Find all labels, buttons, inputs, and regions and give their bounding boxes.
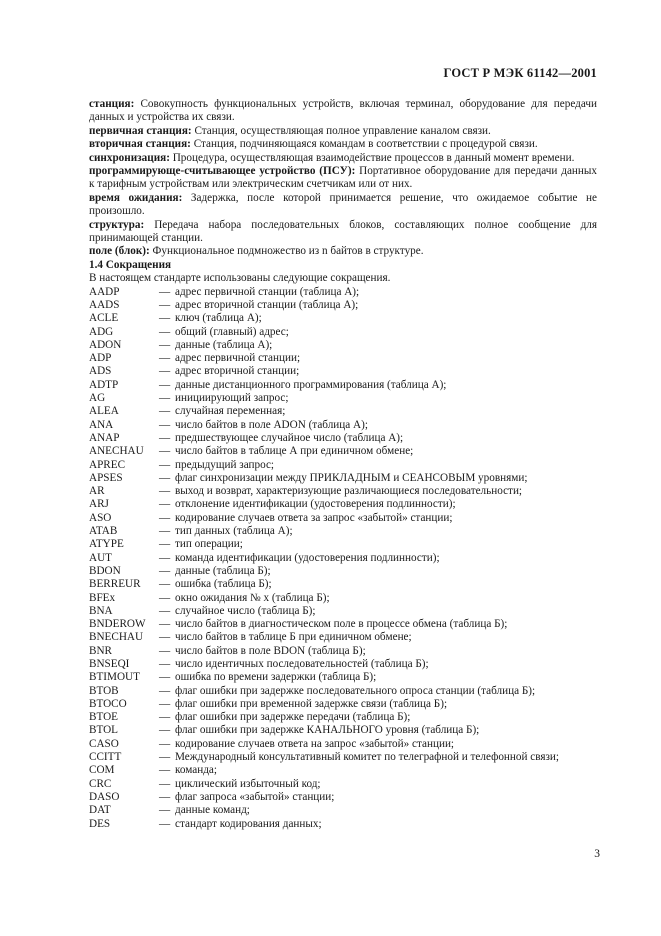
abbreviation-description: Международный консультативный комитет по телеграфной и телефонной связи; (175, 751, 560, 764)
abbreviation-code: ADG (89, 325, 114, 338)
abbreviation-code: BFEx (89, 591, 116, 604)
abbreviation-description: флаг ошибки при задержке последовательного опроса станции (таблица Б); (175, 684, 536, 697)
abbreviation-code: BTOCO (89, 697, 127, 710)
abbreviation-dash: — (159, 790, 171, 803)
abbreviation-code: APREC (89, 458, 126, 471)
abbreviation-dash: — (159, 658, 171, 670)
abbreviation-dash: — (159, 418, 171, 431)
abbreviation-code: ALEA (89, 405, 119, 418)
abbreviation-description: флаг ошибки при задержке передачи (таблица Б); (175, 711, 411, 724)
abbreviation-description: ошибка по времени задержки (таблица Б); (175, 671, 377, 684)
abbreviation-list (89, 286, 597, 831)
definition-item (89, 219, 597, 246)
abbreviation-description: выход и возврат, характеризующие различающиеся последовательности; (175, 485, 523, 498)
abbreviation-code: AR (89, 485, 105, 498)
abbreviation-row (89, 698, 597, 711)
abbreviation-row (89, 605, 597, 618)
abbreviation-description: число байтов в таблице Б при единичном обмене; (175, 631, 412, 644)
definition-text: Совокупность функциональных устройств, включая терминал, оборудование для передачи данных и устройства их связи. (89, 98, 597, 124)
abbreviation-description: кодирование случаев ответа за запрос «забытой» станции; (175, 511, 453, 524)
abbreviation-code: COM (89, 764, 115, 777)
definition-term: вторичная станция: (89, 138, 191, 151)
abbreviation-row (89, 445, 597, 458)
abbreviation-dash: — (159, 631, 171, 644)
abbreviation-description: число идентичных последовательностей (таблица Б); (175, 658, 429, 670)
abbreviation-code: ANA (89, 418, 114, 431)
abbreviation-row (89, 512, 597, 525)
abbreviation-code: AUT (89, 551, 112, 564)
abbreviation-row (89, 631, 597, 644)
abbreviation-dash: — (159, 644, 171, 657)
abbreviation-description: тип операции; (175, 538, 243, 551)
definition-item (89, 165, 597, 192)
abbreviation-code: ADON (89, 338, 122, 351)
abbreviation-description: флаг синхронизации между ПРИКЛАДНЫМ и СЕАНСОВЫМ уровнями; (175, 471, 528, 484)
abbreviation-row (89, 552, 597, 565)
definition-item (89, 192, 597, 219)
definition-text: Станция, подчиняющаяся командам в соответствии с процедурой связи. (190, 138, 538, 151)
definition-item (89, 125, 597, 138)
definition-text: Задержка, после которой принимается решение, что ожидаемое событие не произошло. (89, 191, 597, 218)
abbreviation-dash: — (159, 671, 171, 684)
abbreviation-dash: — (159, 817, 171, 830)
abbreviation-dash: — (159, 485, 171, 498)
abbreviation-code: BTOB (89, 684, 119, 697)
abbreviation-code: BTOL (89, 724, 119, 737)
abbreviation-dash: — (159, 737, 171, 750)
abbreviation-dash: — (159, 365, 171, 378)
abbreviation-description: стандарт кодирования данных; (175, 817, 322, 830)
abbreviation-row (89, 645, 597, 658)
definition-text: Процедура, осуществляющая взаимодействие процессов в данный момент времени. (169, 151, 575, 164)
page-content (89, 98, 597, 831)
definition-text: Передача набора последовательных блоков, составляющих полное сообщение для принимающей станции. (89, 218, 597, 245)
abbreviation-row (89, 485, 597, 498)
abbreviation-code: BTOE (89, 711, 119, 724)
abbreviation-description: случайная переменная; (175, 405, 286, 418)
abbreviation-description: инициирующий запрос; (175, 392, 289, 405)
definition-text: Функциональное подмножество из n байтов в структуре. (149, 245, 424, 258)
abbreviation-dash: — (159, 724, 171, 737)
definition-term: программирующе-считывающее устройство (ПСУ): (89, 165, 356, 178)
abbreviation-dash: — (159, 684, 171, 697)
abbreviation-dash: — (159, 445, 171, 458)
abbreviation-row (89, 751, 597, 764)
abbreviation-description: предшествующее случайное число (таблица А); (175, 431, 404, 444)
definition-text: Портативное оборудование для передачи данных к тарифным устройствам или электрическим счетчикам или от них. (89, 165, 597, 191)
abbreviation-code: DASO (89, 790, 120, 803)
abbreviation-code: BTIMOUT (89, 671, 140, 684)
definition-term: структура: (89, 218, 145, 231)
abbreviation-row (89, 525, 597, 538)
abbreviation-code: DES (89, 817, 111, 830)
abbreviation-description: команда идентификации (удостоверения подлинности); (175, 551, 440, 564)
abbreviation-dash: — (159, 618, 171, 631)
definition-term: время ожидания: (89, 191, 183, 204)
abbreviation-description: число байтов в поле ADON (таблица А); (175, 418, 368, 431)
abbreviation-code: DAT (89, 804, 111, 817)
abbreviation-row (89, 538, 597, 551)
abbreviation-row (89, 711, 597, 724)
abbreviation-description: команда; (175, 764, 217, 777)
abbreviation-row (89, 472, 597, 485)
abbreviation-dash: — (159, 711, 171, 724)
abbreviation-dash: — (159, 498, 171, 511)
abbreviation-code: ANECHAU (89, 445, 144, 458)
abbreviation-row (89, 339, 597, 352)
abbreviation-code: AADS (89, 298, 120, 311)
definitions-block (89, 98, 597, 259)
abbreviation-code: ADP (89, 352, 112, 365)
abbreviation-row (89, 299, 597, 312)
abbreviation-description: данные команд; (175, 804, 250, 817)
definition-term: первичная станция: (89, 124, 192, 137)
abbreviation-row (89, 392, 597, 405)
abbreviation-code: AADP (89, 285, 120, 298)
abbreviation-row (89, 326, 597, 339)
abbreviation-row (89, 419, 597, 432)
abbreviation-row (89, 405, 597, 418)
abbreviation-description: адрес вторичной станции; (175, 365, 300, 378)
abbreviation-description: данные (таблица Б); (175, 564, 271, 577)
abbreviation-description: отклонение идентификации (удостоверения подлинности); (175, 498, 456, 511)
definition-item (89, 138, 597, 151)
abbreviation-dash: — (159, 378, 171, 391)
definition-term: поле (блок): (89, 245, 150, 258)
abbreviation-description: циклический избыточный код; (175, 777, 321, 790)
abbreviation-description: флаг ошибки при временной задержке связи (таблица Б); (175, 697, 448, 710)
abbreviation-row (89, 658, 597, 671)
section-intro: В настоящем стандарте использованы следующие сокращения. (89, 272, 391, 285)
abbreviation-row (89, 565, 597, 578)
abbreviation-dash: — (159, 471, 171, 484)
definition-term: станция: (89, 98, 135, 110)
abbreviation-row (89, 379, 597, 392)
abbreviation-row (89, 618, 597, 631)
abbreviation-description: флаг ошибки при задержке КАНАЛЬНОГО уровня (таблица Б); (175, 724, 480, 737)
abbreviation-code: CASO (89, 737, 119, 750)
abbreviation-description: адрес первичной станции; (175, 352, 301, 365)
abbreviation-description: данные дистанционного программирования (таблица А); (175, 378, 447, 391)
abbreviation-code: BERREUR (89, 578, 141, 591)
abbreviation-dash: — (159, 285, 171, 298)
abbreviation-description: адрес вторичной станции (таблица А); (175, 298, 359, 311)
abbreviation-row (89, 778, 597, 791)
abbreviation-description: кодирование случаев ответа на запрос «забытой» станции; (175, 737, 455, 750)
abbreviation-description: тип данных (таблица А); (175, 525, 293, 538)
abbreviation-description: адрес первичной станции (таблица А); (175, 285, 360, 298)
section-title: 1.4 Сокращения (89, 258, 172, 271)
abbreviation-code: BNSEQI (89, 658, 130, 670)
page-header-standard: ГОСТ Р МЭК 61142—2001 (443, 66, 597, 80)
abbreviation-row (89, 685, 597, 698)
abbreviation-row (89, 432, 597, 445)
abbreviation-description: предыдущий запрос; (175, 458, 275, 471)
abbreviation-row (89, 818, 597, 831)
abbreviation-row (89, 671, 597, 684)
definition-item (89, 245, 597, 258)
abbreviation-row (89, 592, 597, 605)
abbreviation-dash: — (159, 697, 171, 710)
abbreviation-description: окно ожидания № x (таблица Б); (175, 591, 330, 604)
abbreviation-description: ошибка (таблица Б); (175, 578, 272, 591)
abbreviation-code: BNA (89, 604, 113, 617)
page-number: 3 (594, 848, 600, 860)
abbreviation-dash: — (159, 591, 171, 604)
abbreviation-row (89, 365, 597, 378)
abbreviation-dash: — (159, 777, 171, 790)
abbreviation-description: флаг запроса «забытой» станции; (175, 790, 335, 803)
abbreviation-dash: — (159, 538, 171, 551)
abbreviation-code: ACLE (89, 312, 119, 325)
abbreviation-code: BNR (89, 644, 113, 657)
abbreviation-dash: — (159, 325, 171, 338)
abbreviation-description: число байтов в таблице А при единичном обмене; (175, 445, 414, 458)
abbreviation-code: ARJ (89, 498, 109, 511)
abbreviation-row (89, 578, 597, 591)
abbreviation-description: число байтов в поле BDON (таблица Б); (175, 644, 366, 657)
abbreviation-code: ASO (89, 511, 112, 524)
abbreviation-code: CCITT (89, 751, 122, 764)
abbreviation-code: ANAP (89, 431, 120, 444)
abbreviation-dash: — (159, 352, 171, 365)
abbreviation-dash: — (159, 604, 171, 617)
abbreviation-row (89, 352, 597, 365)
abbreviation-code: AG (89, 392, 106, 405)
abbreviation-code: BDON (89, 564, 121, 577)
abbreviation-description: данные (таблица А); (175, 338, 273, 351)
abbreviation-row (89, 764, 597, 777)
abbreviation-code: ADS (89, 365, 112, 378)
definition-item (89, 98, 597, 125)
abbreviation-dash: — (159, 431, 171, 444)
abbreviation-description: ключ (таблица А); (175, 312, 262, 325)
abbreviation-code: APSES (89, 471, 123, 484)
abbreviation-dash: — (159, 405, 171, 418)
abbreviation-dash: — (159, 392, 171, 405)
abbreviation-dash: — (159, 751, 171, 764)
abbreviation-dash: — (159, 511, 171, 524)
definition-item (89, 152, 597, 165)
abbreviation-dash: — (159, 298, 171, 311)
abbreviation-code: BNECHAU (89, 631, 144, 644)
abbreviation-description: число байтов в диагностическом поле в процессе обмена (таблица Б); (175, 618, 508, 631)
definition-term: синхронизация: (89, 151, 170, 164)
abbreviation-code: BNDEROW (89, 618, 146, 631)
abbreviation-row (89, 724, 597, 737)
abbreviation-row (89, 791, 597, 804)
abbreviation-dash: — (159, 312, 171, 325)
abbreviation-dash: — (159, 338, 171, 351)
abbreviation-dash: — (159, 564, 171, 577)
abbreviation-description: общий (главный) адрес; (175, 325, 289, 338)
abbreviation-code: ADTP (89, 378, 119, 391)
abbreviation-row (89, 459, 597, 472)
abbreviation-row (89, 498, 597, 511)
abbreviation-dash: — (159, 458, 171, 471)
abbreviation-row (89, 804, 597, 817)
abbreviation-code: CRC (89, 777, 112, 790)
definition-text: Станция, осуществляющая полное управление каналом связи. (191, 124, 491, 137)
abbreviation-dash: — (159, 525, 171, 538)
abbreviation-dash: — (159, 764, 171, 777)
abbreviation-row (89, 738, 597, 751)
abbreviation-description: случайное число (таблица Б); (175, 604, 316, 617)
abbreviation-row (89, 312, 597, 325)
abbreviation-dash: — (159, 578, 171, 591)
abbreviation-code: ATYPE (89, 538, 124, 551)
abbreviation-code: ATAB (89, 525, 118, 538)
abbreviation-dash: — (159, 551, 171, 564)
abbreviation-dash: — (159, 804, 171, 817)
abbreviation-row (89, 286, 597, 299)
